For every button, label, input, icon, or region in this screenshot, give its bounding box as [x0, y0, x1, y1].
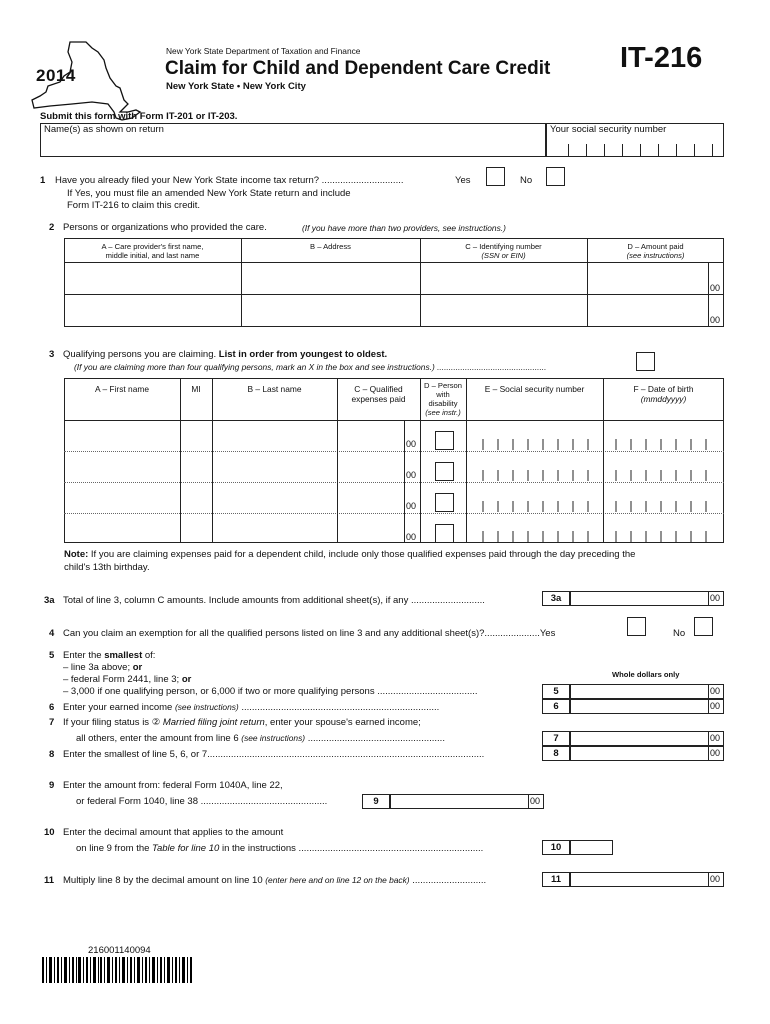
person-row-2-cents: 00 — [406, 470, 417, 480]
line4-no-checkbox[interactable] — [694, 617, 713, 636]
persons-col-f: F – Date of birth (mmddyyyy) — [633, 384, 694, 404]
line11-amount[interactable] — [570, 872, 724, 887]
line8-text: Enter the smallest of line 5, 6, or 7......................................................................................................... — [63, 749, 485, 760]
form-title: Claim for Child and Dependent Care Credit — [165, 58, 551, 79]
line4-text: Can you claim an exemption for all the qualified persons listed on line 3 and any additional sheet(s)?.....................Yes — [63, 628, 556, 639]
ssn-label: Your social security number — [550, 124, 667, 135]
line2-text: Persons or organizations who provided the care. — [63, 222, 267, 233]
line1-no-checkbox[interactable] — [546, 167, 565, 186]
line3a-number: 3a — [44, 595, 55, 606]
submit-note: Submit this form with Form IT-201 or IT-203. — [40, 111, 238, 122]
line3a-amount[interactable] — [570, 591, 724, 606]
form-subtitle: New York State • New York City — [166, 81, 306, 92]
line5-option-c: – 3,000 if one qualifying person, or 6,000 if two or more qualifying persons ...................................... — [63, 686, 478, 697]
person-row-3-cents: 00 — [406, 501, 417, 511]
line1-yes-label: Yes — [455, 175, 471, 186]
line5-amount[interactable] — [570, 684, 724, 699]
line6-amount[interactable] — [570, 699, 724, 714]
line4-number: 4 — [49, 628, 55, 639]
providers-col-d: D – Amount paid (see instructions) — [626, 242, 685, 260]
line7-cents: 00 — [710, 733, 721, 743]
provider-row-1-cents: 00 — [710, 283, 721, 293]
line7-text: If your filing status is ② Married filing joint return, enter your spouse's earned income; — [63, 717, 421, 728]
line5-box-label: 5 — [542, 684, 570, 699]
line2-note: (If you have more than two providers, see instructions.) — [302, 223, 506, 233]
line1-sub1: If Yes, you must file an amended New York State return and include — [67, 188, 351, 199]
provider-row-1[interactable] — [64, 263, 724, 294]
form-id: IT-216 — [620, 42, 703, 74]
line1-number: 1 — [40, 175, 46, 186]
line6-cents: 00 — [710, 701, 721, 711]
line3a-box-label: 3a — [542, 591, 570, 606]
ssn-digit-ticks — [546, 144, 724, 157]
ssn-dob-digit-ticks — [466, 420, 724, 543]
line4-yes-checkbox[interactable] — [627, 617, 646, 636]
whole-dollars-only: Whole dollars only — [612, 670, 680, 679]
person-row-4-disability-checkbox[interactable] — [435, 524, 454, 543]
line7-box-label: 7 — [542, 731, 570, 746]
persons-col-mi: MI — [191, 384, 201, 394]
person-row-3-disability-checkbox[interactable] — [435, 493, 454, 512]
persons-col-c: C – Qualified expenses paid — [351, 384, 406, 404]
line10-box-label: 10 — [542, 840, 570, 855]
line5-cents: 00 — [710, 686, 721, 696]
line10-text2: on line 9 from the Table for line 10 in the instructions ...................................................................... — [76, 843, 484, 854]
name-label: Name(s) as shown on return — [44, 124, 164, 135]
department-name: New York State Department of Taxation and Finance — [166, 46, 361, 56]
persons-col-e: E – Social security number — [484, 384, 585, 394]
line5-option-a: – line 3a above; or — [63, 662, 143, 673]
line4-no-label: No — [673, 628, 686, 639]
line7-amount[interactable] — [570, 731, 724, 746]
providers-col-c: C – Identifying number (SSN or EIN) — [465, 242, 542, 260]
provider-row-2[interactable] — [64, 295, 724, 326]
line9-number: 9 — [49, 780, 55, 791]
line10-text: Enter the decimal amount that applies to the amount — [63, 827, 284, 838]
line9-box-label: 9 — [362, 794, 390, 809]
line9-amount[interactable] — [390, 794, 544, 809]
line10-number: 10 — [44, 827, 55, 838]
barcode — [42, 957, 194, 983]
person-row-1-cents: 00 — [406, 439, 417, 449]
line9-text: Enter the amount from: federal Form 1040A, line 22, — [63, 780, 283, 791]
providers-col-a: A – Care provider's first name, middle initial, and last name — [101, 242, 204, 260]
line3-more-persons-checkbox[interactable] — [636, 352, 655, 371]
line1-yes-checkbox[interactable] — [486, 167, 505, 186]
line11-text: Multiply line 8 by the decimal amount on line 10 (enter here and on line 12 on the back) ............................ — [63, 875, 487, 886]
line5-number: 5 — [49, 650, 55, 661]
line5-option-b: – federal Form 2441, line 3; or — [63, 674, 192, 685]
line3-text: Qualifying persons you are claiming. List in order from youngest to oldest. — [63, 349, 388, 360]
providers-col-b: B – Address — [310, 242, 351, 251]
persons-col-d: D – Person with disability (see instr.) — [424, 381, 462, 417]
line11-cents: 00 — [710, 874, 721, 884]
tax-year: 2014 — [36, 66, 76, 85]
line6-number: 6 — [49, 702, 55, 713]
line3a-text: Total of line 3, column C amounts. Include amounts from additional sheet(s), if any ............................ — [63, 595, 485, 606]
provider-row-2-cents: 00 — [710, 315, 721, 325]
line2-number: 2 — [49, 222, 55, 233]
line8-amount[interactable] — [570, 746, 724, 761]
line9-cents: 00 — [530, 796, 541, 806]
line1-no-label: No — [520, 175, 533, 186]
line10-decimal[interactable] — [570, 840, 613, 855]
line8-number: 8 — [49, 749, 55, 760]
person-row-2-disability-checkbox[interactable] — [435, 462, 454, 481]
line6-box-label: 6 — [542, 699, 570, 714]
line6-text: Enter your earned income (see instructions) ........................................................................... — [63, 702, 440, 713]
line3-number: 3 — [49, 349, 55, 360]
barcode-number: 216001140094 — [88, 945, 151, 956]
dependent-child-note: Note: If you are claiming expenses paid for a dependent child, include only those qualified expenses paid through the day preceding the child's 13th birthday. — [64, 549, 636, 573]
line8-cents: 00 — [710, 748, 721, 758]
persons-col-a: A – First name — [95, 384, 149, 394]
line9-text2: or federal Form 1040, line 38 ................................................ — [76, 796, 328, 807]
line7-number: 7 — [49, 717, 55, 728]
line11-box-label: 11 — [542, 872, 570, 887]
line1-sub2: Form IT-216 to claim this credit. — [67, 200, 201, 211]
line1-question: Have you already filed your New York State income tax return? ............................... — [55, 175, 404, 186]
line3a-cents: 00 — [710, 593, 721, 603]
person-row-4-cents: 00 — [406, 532, 417, 542]
persons-col-b: B – Last name — [247, 384, 302, 394]
person-row-1-disability-checkbox[interactable] — [435, 431, 454, 450]
line11-number: 11 — [44, 875, 55, 886]
line5-text: Enter the smallest of: — [63, 650, 156, 661]
line7-sub: all others, enter the amount from line 6 (see instructions) .................................................... — [76, 733, 445, 744]
line8-box-label: 8 — [542, 746, 570, 761]
line3-note: (If you are claiming more than four qualifying persons, mark an X in the box and see instructions.) ............................................... — [74, 362, 547, 372]
